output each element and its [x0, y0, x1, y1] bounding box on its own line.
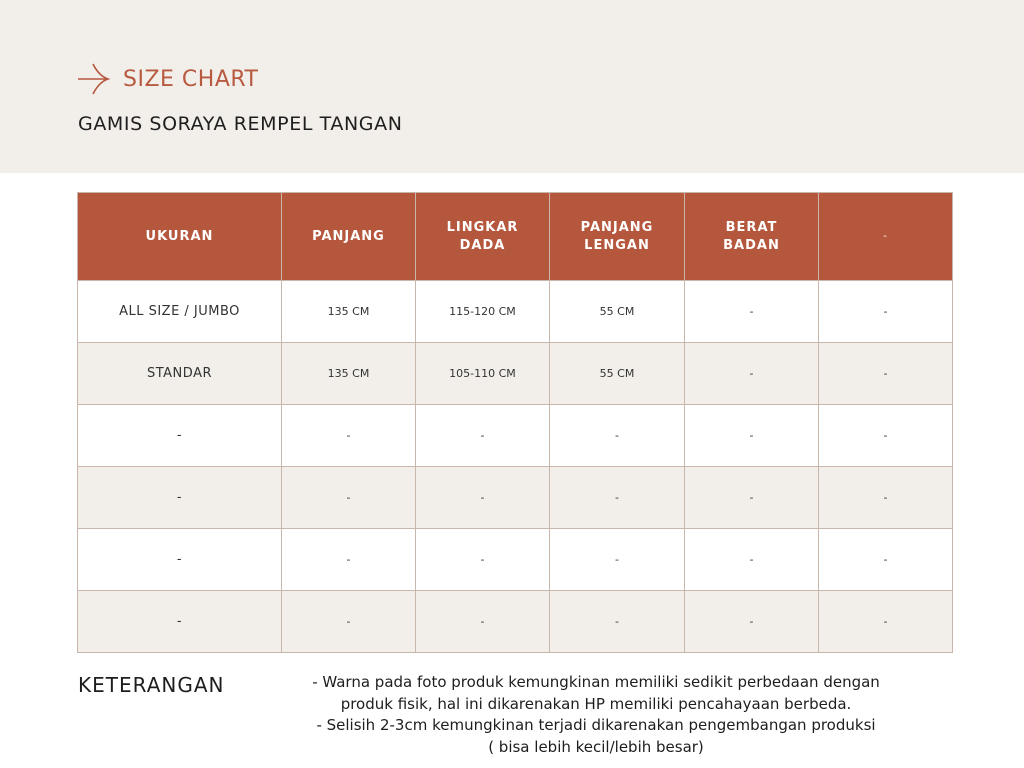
table-row: [78, 467, 953, 529]
table-cell: -: [550, 467, 685, 529]
product-name: GAMIS SORAYA REMPEL TANGAN: [78, 113, 403, 135]
table-cell: -: [416, 467, 550, 529]
page-title: SIZE CHART: [123, 66, 259, 92]
table-cell: -: [78, 591, 282, 653]
column-header-line: PANJANG: [312, 228, 385, 244]
table-cell: -: [685, 343, 819, 405]
table-cell: 135 CM: [282, 281, 416, 343]
table-cell: -: [685, 467, 819, 529]
column-header-line: BERAT: [725, 219, 778, 235]
table-cell: -: [282, 405, 416, 467]
table-row: [78, 529, 953, 591]
table-cell: -: [819, 405, 953, 467]
table-row: [78, 405, 953, 467]
arrow-right-icon: [77, 62, 111, 96]
table-cell: -: [416, 405, 550, 467]
column-header-line: LINGKAR: [446, 219, 519, 235]
table-header-row: [78, 193, 953, 281]
table-cell: 55 CM: [550, 281, 685, 343]
column-header-berat-badan: [685, 193, 819, 281]
table-cell: -: [685, 281, 819, 343]
table-cell: -: [685, 591, 819, 653]
column-header-line: UKURAN: [145, 228, 214, 244]
note-line: - Warna pada foto produk kemungkinan memiliki sedikit perbedaan dengan: [312, 673, 880, 691]
heading-row: [77, 62, 259, 96]
table-cell: ALL SIZE / JUMBO: [78, 281, 282, 343]
table-cell: -: [819, 591, 953, 653]
table-cell: 115-120 CM: [416, 281, 550, 343]
table-cell: -: [416, 529, 550, 591]
table-cell: -: [282, 467, 416, 529]
note-line: ( bisa lebih kecil/lebih besar): [488, 737, 704, 756]
size-table: [77, 192, 953, 653]
column-header-panjang-lengan: [550, 193, 685, 281]
notes-text: [250, 672, 942, 758]
table-row: [78, 343, 953, 405]
table-cell: -: [550, 529, 685, 591]
table-cell: -: [819, 343, 953, 405]
table-cell: -: [78, 405, 282, 467]
table-cell: STANDAR: [78, 343, 282, 405]
table-cell: -: [416, 591, 550, 653]
table-cell: 105-110 CM: [416, 343, 550, 405]
table-cell: -: [550, 591, 685, 653]
column-header-line: PANJANG: [580, 219, 654, 235]
table-cell: -: [282, 529, 416, 591]
table-cell: -: [550, 405, 685, 467]
column-header-lingkar-dada: [416, 193, 550, 281]
table-cell: -: [78, 467, 282, 529]
column-header-panjang: [282, 193, 416, 281]
table-cell: -: [819, 467, 953, 529]
table-cell: 135 CM: [282, 343, 416, 405]
table-cell: -: [819, 281, 953, 343]
notes-label: KETERANGAN: [78, 673, 225, 697]
note-line: - Selisih 2-3cm kemungkinan terjadi dikarenakan pengembangan produksi: [316, 716, 876, 734]
column-header-blank: [819, 193, 953, 281]
table-cell: -: [685, 529, 819, 591]
table-cell: -: [685, 405, 819, 467]
table-cell: -: [282, 591, 416, 653]
column-header-line: LENGAN: [584, 237, 650, 253]
table-cell: -: [78, 529, 282, 591]
column-header-line: BADAN: [723, 237, 780, 253]
table-cell: -: [819, 529, 953, 591]
table-row: [78, 591, 953, 653]
column-header-ukuran: [78, 193, 282, 281]
column-header-line: DADA: [459, 237, 506, 253]
note-line: produk fisik, hal ini dikarenakan HP memiliki pencahayaan berbeda.: [340, 694, 852, 713]
column-header-line: -: [883, 230, 888, 242]
table-cell: 55 CM: [550, 343, 685, 405]
table-row: [78, 281, 953, 343]
